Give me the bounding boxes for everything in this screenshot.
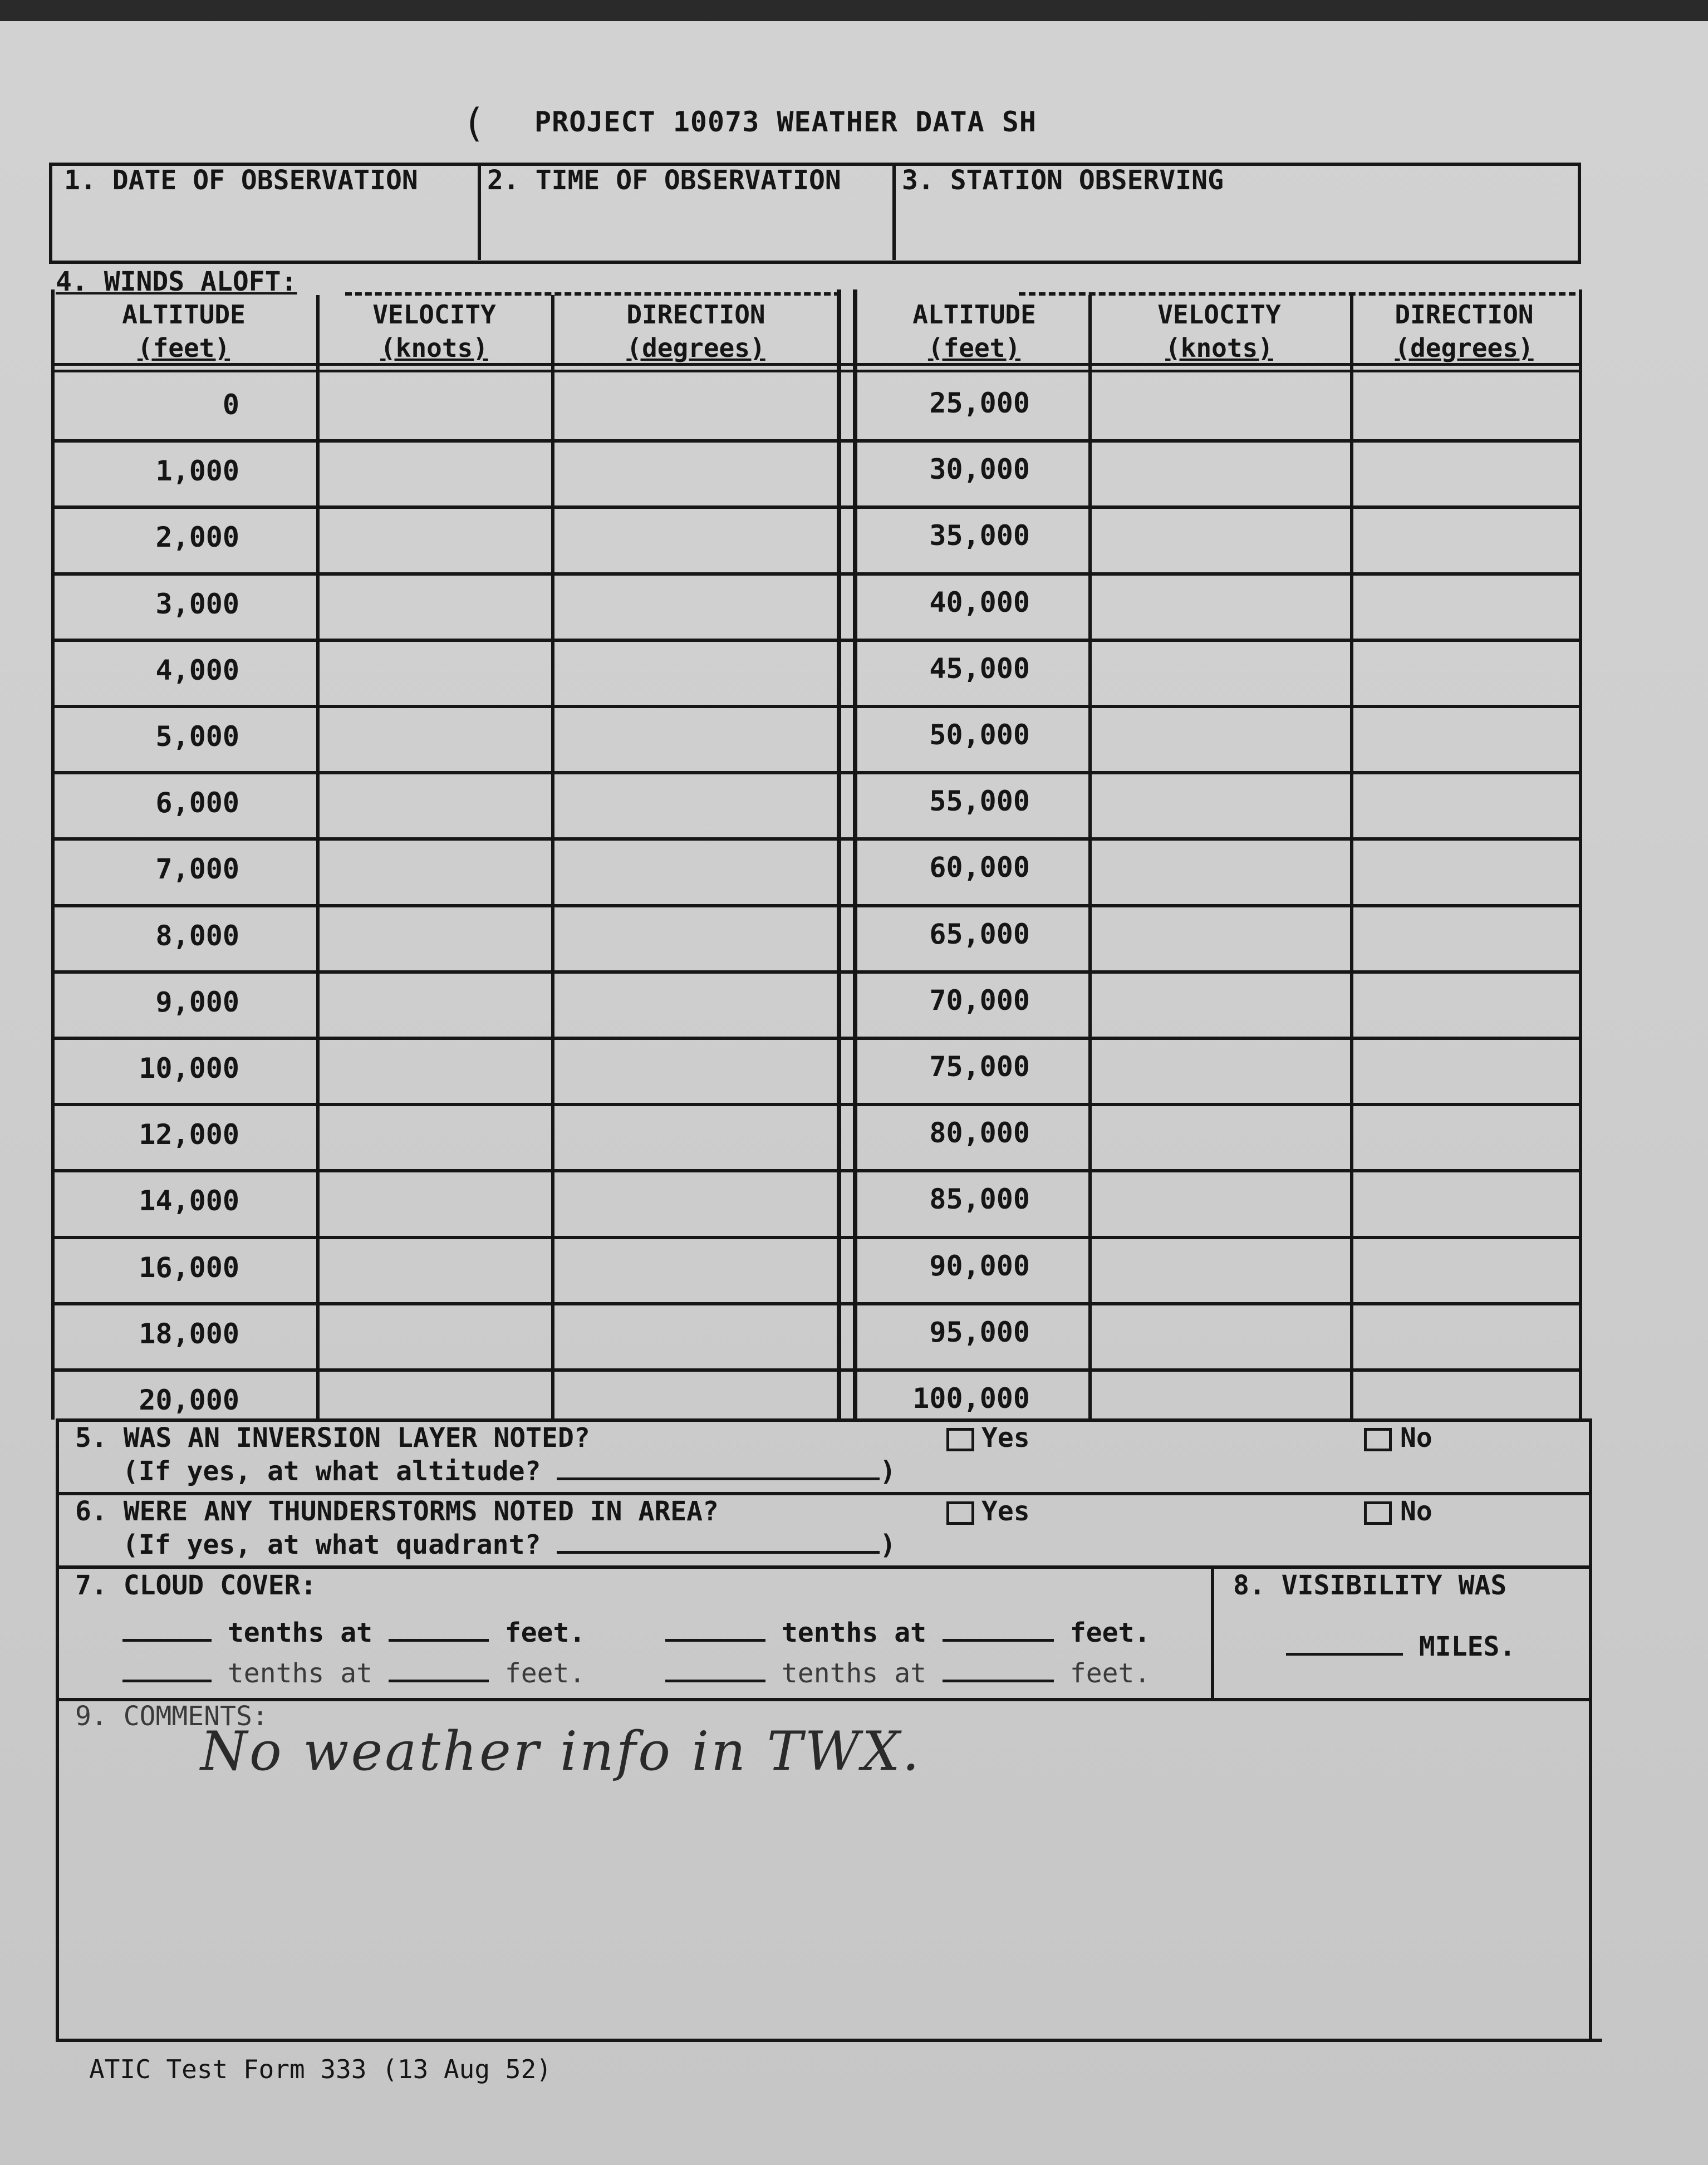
altitude-right: 60,000: [929, 851, 1030, 884]
altitude-right: 95,000: [929, 1315, 1030, 1348]
visibility-label: 8. VISIBILITY WAS: [1233, 1570, 1507, 1601]
table-right-border: [1579, 289, 1582, 1420]
form-footer: ATIC Test Form 333 (13 Aug 52): [89, 2054, 552, 2084]
inversion-no-label: No: [1400, 1422, 1432, 1454]
section8-divider: [1211, 1565, 1214, 1699]
altitude-right: 35,000: [929, 519, 1030, 552]
direction-header-right: DIRECTION (degrees): [1395, 300, 1534, 363]
altitude-header-left: ALTITUDE (feet): [122, 300, 246, 363]
section6-top: [56, 1492, 1592, 1495]
divider-1: [478, 163, 481, 260]
row-divider: [51, 1302, 1582, 1305]
altitude-right: 50,000: [929, 719, 1030, 751]
frame-right-top: [1578, 163, 1581, 263]
cloud-row-2: tenths at feet.: [122, 1658, 585, 1689]
comments-label: 9. COMMENTS:: [75, 1701, 268, 1732]
cloud-row-1: tenths at feet.: [122, 1617, 585, 1648]
divider-2: [892, 163, 896, 260]
visibility-field: MILES.: [1286, 1631, 1515, 1662]
altitude-left: 20,000: [139, 1384, 239, 1416]
altitude-header-right: ALTITUDE (feet): [912, 300, 1036, 363]
row-divider: [51, 639, 1582, 642]
inversion-followup: (If yes, at what altitude? ): [122, 1456, 896, 1487]
section9-top: [56, 1698, 1592, 1701]
row-divider: [51, 837, 1582, 841]
altitude-left: 5,000: [155, 720, 239, 753]
scan-edge: [0, 0, 1708, 21]
scan-mark: (: [462, 100, 486, 146]
thunderstorm-no-checkbox[interactable]: [1364, 1501, 1392, 1525]
header-rule-2: [51, 370, 1582, 372]
thunderstorm-yes-checkbox[interactable]: [946, 1501, 974, 1525]
altitude-left: 8,000: [155, 919, 239, 952]
inversion-question: 5. WAS AN INVERSION LAYER NOTED?: [75, 1422, 590, 1454]
lower-left-border: [56, 1418, 59, 2042]
altitude-right: 85,000: [929, 1183, 1030, 1216]
altitude-left: 3,000: [155, 587, 239, 620]
col-line-3b: [853, 289, 857, 1420]
altitude-right: 90,000: [929, 1249, 1030, 1282]
cloud-cover-label: 7. CLOUD COVER:: [75, 1570, 317, 1601]
altitude-left: 9,000: [155, 985, 239, 1018]
row-divider: [51, 505, 1582, 509]
form-title: PROJECT 10073 WEATHER DATA SH: [534, 106, 1037, 138]
lower-right-border: [1589, 1418, 1592, 2042]
winds-aloft-label: 4. WINDS ALOFT:: [56, 266, 297, 297]
thunderstorm-question: 6. WERE ANY THUNDERSTORMS NOTED IN AREA?: [75, 1496, 719, 1527]
row-divider: [51, 904, 1582, 907]
frame-left-top: [49, 163, 52, 263]
date-of-observation-label: 1. DATE OF OBSERVATION: [64, 165, 418, 196]
row-divider: [51, 572, 1582, 576]
altitude-right: 80,000: [929, 1117, 1030, 1150]
form-bottom: [56, 2039, 1602, 2042]
time-of-observation-label: 2. TIME OF OBSERVATION: [487, 165, 841, 196]
station-observing-label: 3. STATION OBSERVING: [902, 165, 1224, 196]
thunderstorm-yes-label: Yes: [981, 1496, 1030, 1527]
altitude-right: 30,000: [929, 453, 1030, 486]
row-divider: [51, 970, 1582, 974]
row-divider: [51, 1037, 1582, 1040]
altitude-right: 25,000: [929, 387, 1030, 419]
row-divider: [51, 1103, 1582, 1106]
row-divider: [51, 771, 1582, 774]
handwritten-comment: No weather info in TWX.: [200, 1720, 922, 1783]
row-divider: [51, 1236, 1582, 1239]
velocity-header-right: VELOCITY (knots): [1157, 300, 1281, 363]
altitude-left: 4,000: [155, 654, 239, 686]
section5-top: [56, 1418, 1592, 1422]
altitude-left: 16,000: [139, 1251, 239, 1284]
header-bottom: [49, 261, 1581, 264]
cloud-row-1b: tenths at feet.: [665, 1617, 1150, 1648]
altitude-left: 18,000: [139, 1317, 239, 1350]
altitude-left: 12,000: [139, 1118, 239, 1151]
altitude-right: 45,000: [929, 652, 1030, 685]
winds-dash-left: [345, 292, 841, 296]
altitude-left: 2,000: [155, 521, 239, 554]
altitude-left: 14,000: [139, 1185, 239, 1217]
col-line-1: [316, 295, 320, 1420]
section7-top: [56, 1565, 1592, 1569]
altitude-right: 100,000: [912, 1382, 1030, 1415]
altitude-left: 7,000: [155, 853, 239, 886]
altitude-right: 40,000: [929, 586, 1030, 618]
altitude-right: 65,000: [929, 917, 1030, 950]
altitude-left: 10,000: [139, 1052, 239, 1084]
thunderstorm-followup: (If yes, at what quadrant? ): [122, 1529, 896, 1560]
altitude-right: 70,000: [929, 984, 1030, 1017]
velocity-header-left: VELOCITY (knots): [372, 300, 496, 363]
col-line-5: [1350, 295, 1353, 1420]
inversion-yes-checkbox[interactable]: [946, 1428, 974, 1451]
col-line-3a: [837, 289, 841, 1420]
thunderstorm-no-label: No: [1400, 1496, 1432, 1527]
direction-header-left: DIRECTION (degrees): [626, 300, 765, 363]
col-line-2: [551, 295, 554, 1420]
row-divider: [51, 439, 1582, 443]
col-line-4: [1088, 295, 1092, 1420]
altitude-left: 6,000: [155, 787, 239, 819]
cloud-row-2b: tenths at feet.: [665, 1658, 1150, 1689]
winds-dash-right: [1019, 292, 1576, 296]
inversion-no-checkbox[interactable]: [1364, 1428, 1392, 1451]
altitude-left: 0: [222, 389, 239, 421]
altitude-right: 75,000: [929, 1050, 1030, 1083]
row-divider: [51, 1169, 1582, 1172]
inversion-yes-label: Yes: [981, 1422, 1030, 1454]
altitude-left: 1,000: [155, 455, 239, 488]
header-rule-1: [51, 363, 1582, 366]
row-divider: [51, 705, 1582, 708]
table-left-border: [51, 289, 55, 1420]
row-divider: [51, 1368, 1582, 1372]
altitude-right: 55,000: [929, 785, 1030, 818]
